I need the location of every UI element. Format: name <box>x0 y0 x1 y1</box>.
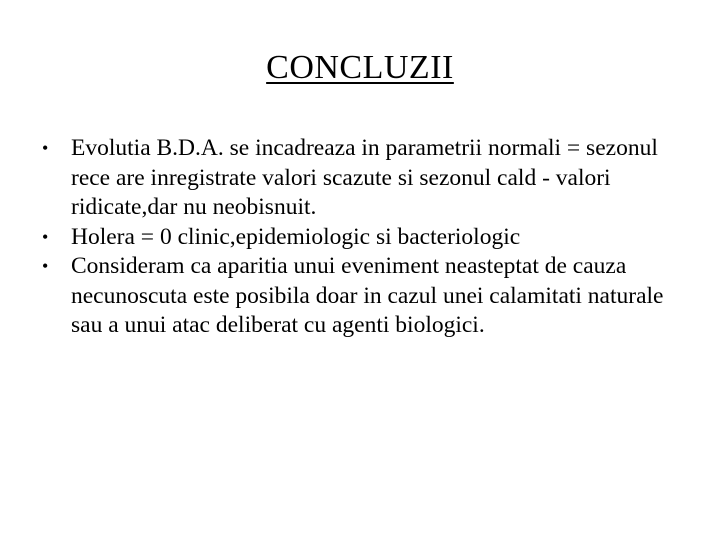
bullet-text: Evolutia B.D.A. se incadreaza in parametrii normali = sezonul rece are inregistrate valori scazute si sezonul cald - valori ridicate,dar nu neobisnuit. <box>71 135 658 220</box>
bullet-text: Consideram ca aparitia unui eveniment neasteptat de cauza necunoscuta este posibila doar in cazul unei calamitati naturale sau a unui atac deliberat cu agenti biologici. <box>71 253 664 338</box>
bullet-item <box>42 223 688 253</box>
bullet-item <box>42 252 688 341</box>
bullet-dot-icon: • <box>42 226 49 247</box>
bullet-dot-icon: • <box>42 138 49 158</box>
bullet-list <box>42 134 688 341</box>
bullet-dot-icon: • <box>42 256 49 276</box>
slide-title: CONCLUZII <box>266 49 454 86</box>
bullet-item <box>42 134 688 223</box>
bullet-text: Holera = 0 clinic,epidemiologic si bacteriologic <box>71 223 521 250</box>
